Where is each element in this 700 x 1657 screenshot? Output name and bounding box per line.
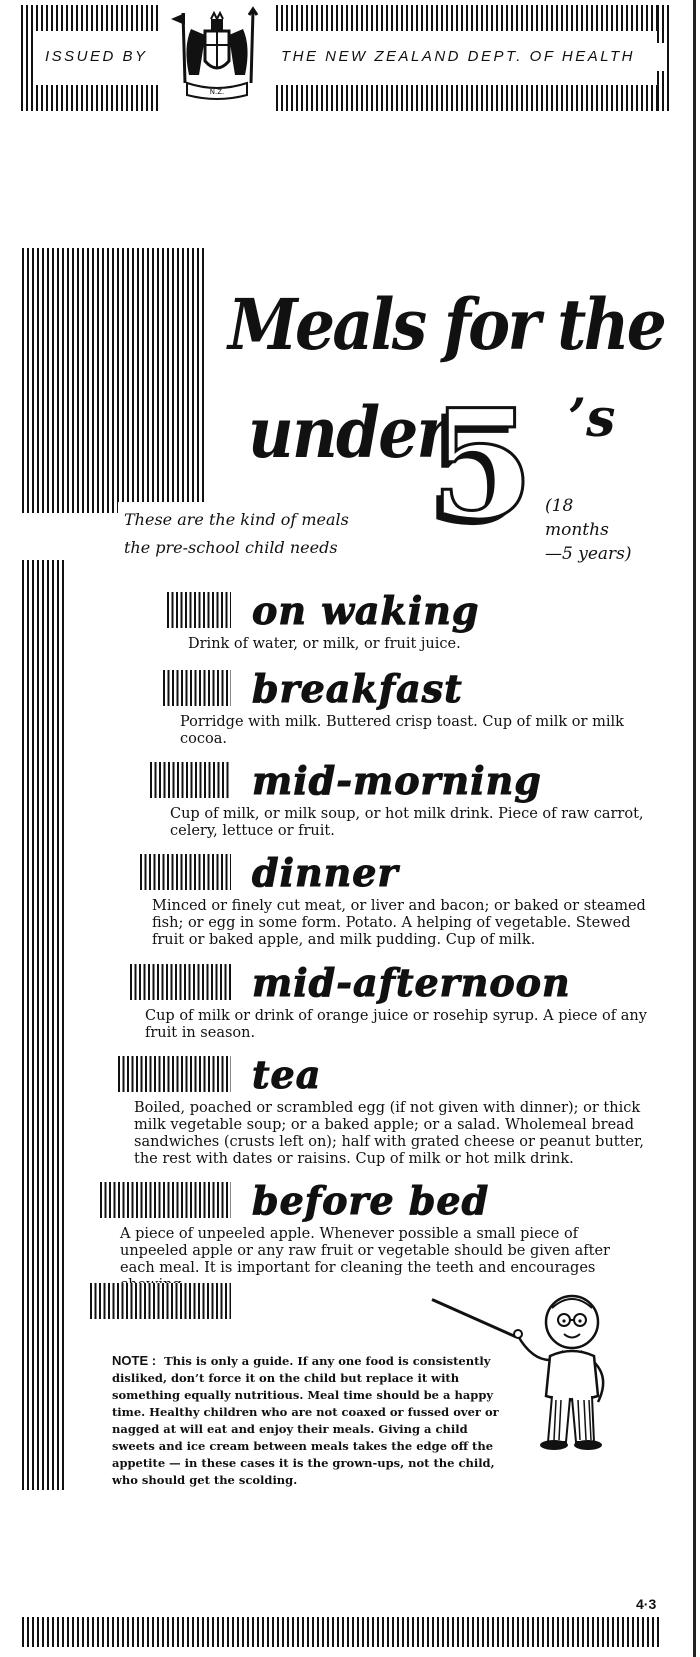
intro-text	[118, 502, 380, 566]
meal-bars	[130, 964, 231, 1000]
issued-by-banner	[21, 5, 669, 111]
meal-description: Drink of water, or milk, or fruit juice.	[188, 636, 461, 652]
meal-description: Boiled, poached or scrambled egg (if not given with dinner); or thick milk vegetable soup; or a baked apple; or a salad. Wholemeal bread sandwiches (crusts left on); half with grated cheese or peanut butter, the rest with dates or raisins. Cup of milk or hot milk drink.	[134, 1100, 644, 1167]
banner-hatch-left	[21, 5, 33, 111]
left-hatch-column-lower	[22, 560, 66, 1490]
meal-title: dinner	[252, 850, 399, 895]
note-body: This is only a guide. If any one food is consistently disliked, don’t force it on the child but replace it with something equally nutritious. Meal time should be a happy time. Healthy children who are not coaxed or fussed over or nagged at will eat and enjoy their meals. Giving a child sweets and ice cream between meals takes the edge off the appetite — in these cases it is the grown-ups, not the child, who should get the scolding.	[112, 1354, 499, 1487]
meal-title: on waking	[252, 588, 480, 633]
banner-hatch-bottom	[21, 85, 669, 111]
svg-text:N.Z.: N.Z.	[209, 88, 225, 96]
meal-description: Cup of milk, or milk soup, or hot milk drink. Piece of raw carrot, celery, lettuce or fruit.	[170, 806, 644, 839]
headline-title: Meals for the	[228, 283, 665, 366]
meal-description: Cup of milk or drink of orange juice or rosehip syrup. A piece of any fruit in season.	[145, 1008, 647, 1041]
meal-bars	[118, 1056, 231, 1092]
meal-description: A piece of unpeeled apple. Whenever possible a small piece of unpeeled apple or any raw fruit or vegetable should be given after each meal. It is important for cleaning the teeth and encourages	[120, 1226, 610, 1276]
meal-title: mid-afternoon	[252, 960, 571, 1005]
headline-under: under	[248, 391, 448, 474]
headline-five: 5	[430, 377, 535, 553]
department-label: THE NEW ZEALAND DEPT. OF HEALTH	[277, 43, 665, 71]
intro-line1: These are the kind of meals	[124, 510, 349, 529]
bottom-hatch-bar	[22, 1617, 662, 1647]
teacher-illustration-icon	[500, 1290, 625, 1460]
note-label: NOTE :	[112, 1353, 157, 1368]
meal-title: breakfast	[252, 666, 463, 711]
meal-description: Minced or finely cut meat, or liver and bacon; or baked or steamed fish; or egg in some form. Potato. A helping of vegetable. Stewed fruit or baked apple, and milk pudding. Cup of milk.	[152, 898, 646, 948]
meal-title: tea	[252, 1052, 322, 1097]
meal-bars	[100, 1182, 231, 1218]
issued-by-label: ISSUED BY	[41, 43, 167, 71]
meal-bars	[167, 592, 231, 628]
meal-title: mid-morning	[252, 758, 542, 803]
page-number: 4·3	[636, 1596, 657, 1612]
age-range	[545, 494, 640, 566]
meal-description: Porridge with milk. Buttered crisp toast. Cup of milk or milk cocoa.	[180, 714, 624, 747]
right-edge-rule	[693, 0, 696, 1657]
meal-bars-closing	[90, 1283, 231, 1319]
headline-suffix: ’s	[568, 388, 616, 449]
left-hatch-column	[22, 248, 204, 513]
meal-bars	[140, 854, 231, 890]
intro-line2: the pre-school child needs	[124, 538, 338, 557]
meal-bars	[150, 762, 231, 798]
meal-bars	[163, 670, 231, 706]
banner-hatch-top	[21, 5, 669, 31]
age-range-line1: (18 months	[545, 496, 609, 540]
note-paragraph	[112, 1352, 502, 1489]
meal-title: before bed	[252, 1178, 490, 1223]
nz-coat-of-arms-icon	[161, 5, 273, 111]
age-range-line2: —5 years)	[545, 544, 632, 564]
